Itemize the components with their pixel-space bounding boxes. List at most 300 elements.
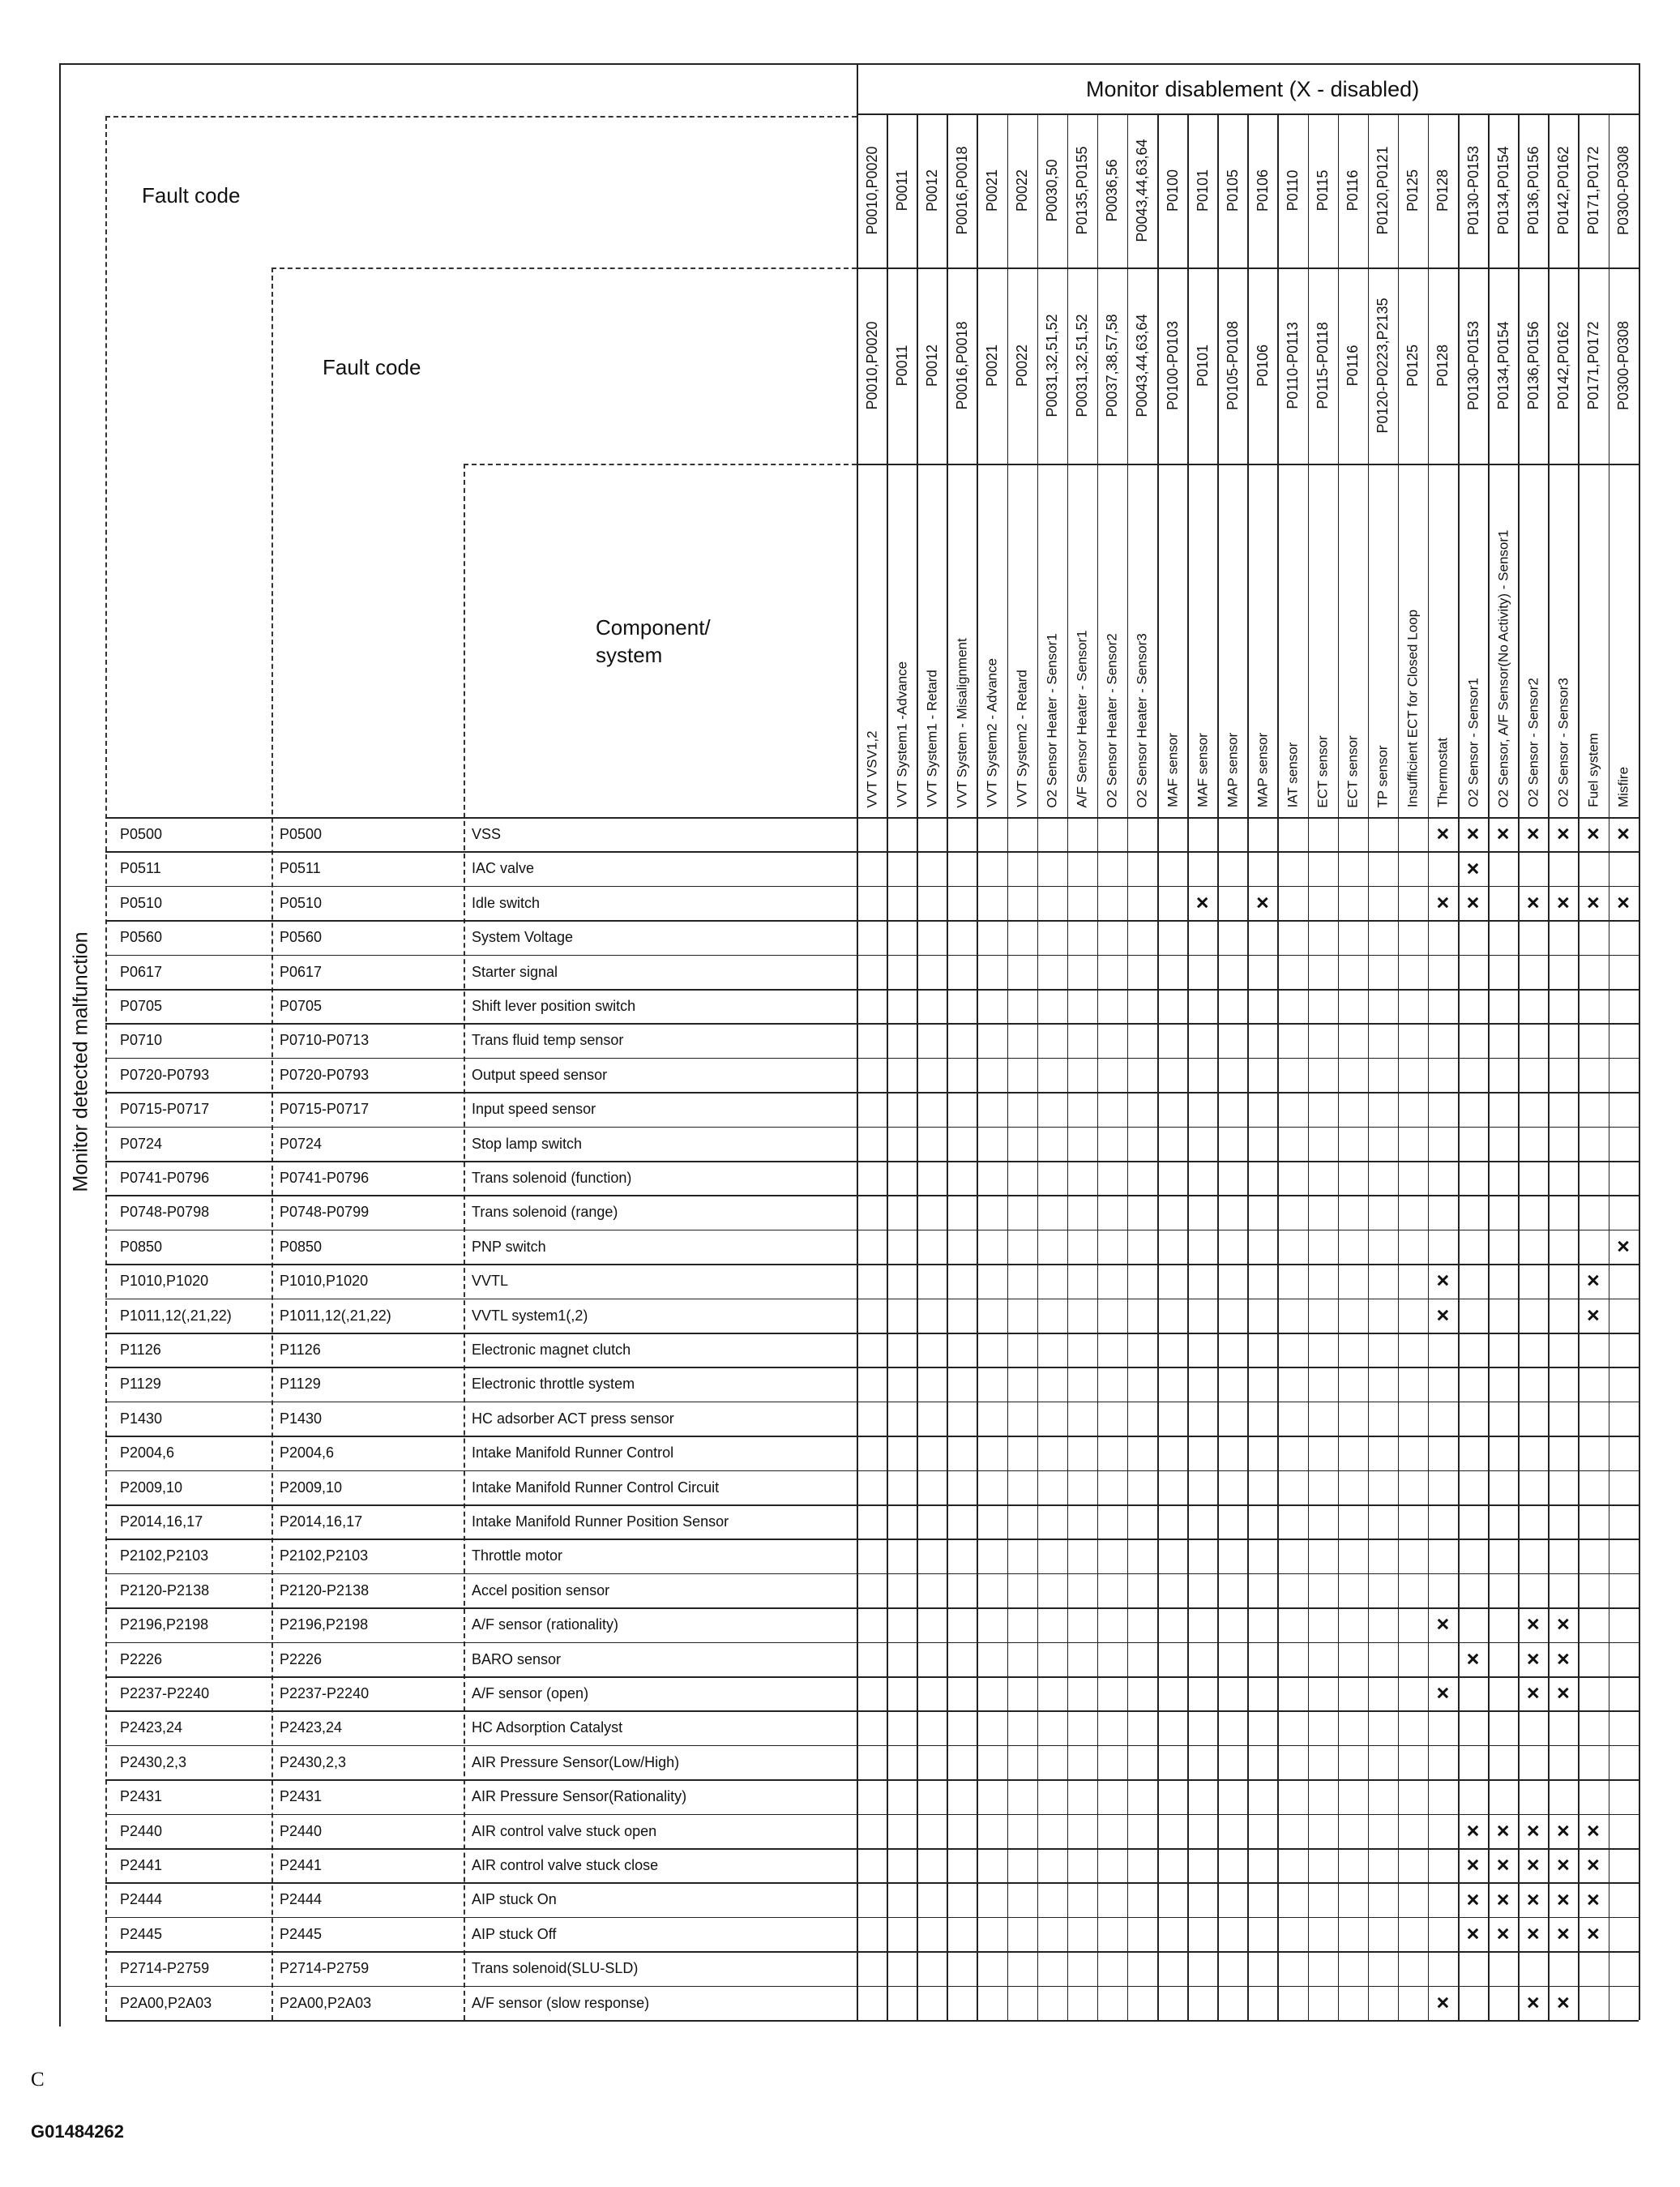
column-component: VVT VSV1,2 [864,730,880,808]
column-divider [1609,113,1610,2020]
row-code-2: P0748-P0799 [280,1204,370,1221]
column-code-1: P0106 [1254,169,1271,212]
row-code-1: P2009,10 [120,1479,183,1496]
row-component: Idle switch [472,894,541,911]
row-code-1: P1430 [120,1410,163,1427]
column-component: Insufficient ECT for Closed Loop [1404,609,1421,808]
row-component: AIP stuck On [472,1891,557,1908]
row-code-1: P0724 [120,1135,163,1152]
row-code-2: P0511 [280,860,321,877]
row-code-2: P0617 [280,963,323,980]
column-code-1: P0130-P0153 [1464,145,1481,236]
column-component: VVT System2 - Retard [1014,670,1030,807]
row-code-1: P0710 [120,1032,163,1049]
column-divider [977,113,978,2020]
frame-line [59,63,1639,65]
row-code-2: P2444 [280,1891,323,1908]
column-code-1: P0135,P0155 [1074,146,1091,235]
row-code-2: P1126 [280,1342,321,1358]
disabled-mark: × [1526,821,1540,846]
row-component: AIR control valve stuck close [472,1857,659,1873]
column-code-2: P0110-P0113 [1284,322,1301,409]
column-component: O2 Sensor Heater - Sensor1 [1044,632,1060,808]
disabled-mark: × [1436,890,1450,915]
column-component: Thermostat [1434,738,1451,807]
row-code-1: P2714-P2759 [120,1960,210,1977]
column-code-1: P0016,P0018 [953,146,970,235]
column-code-1: P0300-P0308 [1615,145,1632,236]
row-divider [105,886,1639,888]
row-code-1: P2014,16,17 [120,1513,203,1530]
row-component: BARO sensor [472,1650,562,1667]
row-divider [105,1642,1639,1644]
disabled-mark: × [1466,1887,1480,1912]
header-line [464,464,857,465]
header-line [271,267,273,2020]
disabled-mark: × [1587,1268,1600,1293]
disabled-mark: × [1617,1234,1630,1259]
row-code-2: P2440 [280,1822,323,1839]
column-divider [1548,113,1550,2020]
column-divider [1398,113,1400,2020]
row-divider [105,1023,1639,1025]
disabled-mark: × [1587,890,1600,915]
row-code-2: P0560 [280,929,323,946]
row-code-1: P1129 [120,1376,161,1393]
row-code-2: P0715-P0717 [280,1101,370,1118]
column-code-1: P0128 [1434,169,1451,212]
row-component: Shift lever position switch [472,998,636,1014]
disabled-mark: × [1617,890,1630,915]
column-code-1: P0142,P0162 [1554,146,1571,235]
column-code-1: P0105 [1224,169,1241,212]
column-component: MAF sensor [1195,733,1211,807]
disabled-mark: × [1466,1646,1480,1671]
disabled-mark: × [1556,1818,1570,1843]
row-component: Trans fluid temp sensor [472,1032,624,1049]
row-code-1: P2430,2,3 [120,1753,187,1770]
row-code-1: P0720-P0793 [120,1066,210,1083]
column-code-2: P0171,P0172 [1584,321,1601,410]
row-component: IAC valve [472,860,535,877]
row-code-1: P0617 [120,963,163,980]
column-code-2: P0010,P0020 [863,321,880,410]
disabled-mark: × [1556,1680,1570,1706]
row-code-1: P2A00,P2A03 [120,1994,212,2011]
column-divider [1338,113,1340,2020]
row-code-2: P0720-P0793 [280,1066,370,1083]
column-divider [1308,113,1310,2020]
row-code-1: P1011,12(,21,22) [120,1307,232,1324]
row-divider [105,1299,1639,1300]
column-code-2: P0101 [1194,344,1211,387]
disabled-mark: × [1587,1852,1600,1877]
header-line [105,116,857,118]
row-divider [105,1848,1639,1850]
disabled-mark: × [1496,1921,1510,1946]
row-component: VVTL system1(,2) [472,1307,588,1324]
row-code-1: P2226 [120,1650,163,1667]
column-divider [917,113,918,2020]
column-component: O2 Sensor Heater - Sensor2 [1104,632,1120,808]
column-divider [1368,113,1370,2020]
row-divider [105,851,1639,853]
row-component: Stop lamp switch [472,1135,583,1152]
row-code-2: P2009,10 [280,1479,343,1496]
disabled-mark: × [1587,1887,1600,1912]
column-code-1: P0120,P0121 [1374,146,1391,235]
column-component: O2 Sensor - Sensor2 [1525,678,1541,807]
component-label: Component/ system [596,615,711,667]
row-component: AIR Pressure Sensor(Rationality) [472,1788,687,1805]
disabled-mark: × [1466,1921,1480,1946]
row-code-2: P1010,P1020 [280,1273,369,1290]
row-divider [105,1607,1639,1609]
row-divider [105,1470,1639,1472]
row-component: Intake Manifold Runner Position Sensor [472,1513,729,1530]
column-code-2: P0031,32,51,52 [1074,314,1091,417]
column-divider [1578,113,1580,2020]
column-component: ECT sensor [1344,734,1361,808]
column-component: MAP sensor [1225,732,1241,808]
row-component: VSS [472,826,502,842]
disabled-mark: × [1556,1611,1570,1637]
disabled-mark: × [1466,1852,1480,1877]
column-component: MAF sensor [1165,733,1181,807]
disabled-mark: × [1466,890,1480,915]
row-code-1: P1010,P1020 [120,1273,209,1290]
column-divider [947,113,948,2020]
row-code-2: P2237-P2240 [280,1685,370,1701]
fault-code-label-2: Fault code [323,355,421,379]
row-code-2: P2431 [280,1788,323,1805]
row-code-2: P2430,2,3 [280,1753,347,1770]
row-code-2: P2714-P2759 [280,1960,370,1977]
column-divider [1277,113,1279,2020]
disabled-mark: × [1526,1990,1540,2015]
row-code-1: P2237-P2240 [120,1685,210,1701]
column-code-2: P0134,P0154 [1494,321,1511,410]
row-divider [105,1333,1639,1334]
column-code-1: P0022 [1014,169,1031,212]
disabled-mark: × [1436,1268,1450,1293]
header-line [464,464,465,2020]
column-divider [1037,113,1039,2020]
row-component: Input speed sensor [472,1101,596,1118]
column-code-1: P0115 [1315,169,1332,212]
column-code-1: P0021 [983,169,1000,212]
row-code-2: P0705 [280,998,323,1014]
row-component: AIR Pressure Sensor(Low/High) [472,1753,680,1770]
disabled-mark: × [1526,1818,1540,1843]
row-divider [105,1436,1639,1437]
frame-line [857,63,858,2020]
row-component: Trans solenoid(SLU-SLD) [472,1960,639,1977]
column-code-1: P0100 [1164,169,1181,212]
column-code-2: P0011 [893,345,910,387]
row-component: Trans solenoid (function) [472,1170,632,1186]
row-code-2: P1430 [280,1410,323,1427]
frame-line [1639,63,1640,2020]
column-component: O2 Sensor - Sensor3 [1555,678,1571,807]
column-code-2: P0043,44,63,64 [1134,314,1151,417]
row-divider [105,1917,1639,1919]
frame-line [59,63,61,2027]
column-code-2: P0016,P0018 [953,321,970,410]
row-code-2: P2102,P2103 [280,1547,369,1564]
column-code-1: P0043,44,63,64 [1134,139,1151,242]
row-divider [105,1745,1639,1747]
column-code-1: P0011 [893,169,910,212]
row-code-1: P2431 [120,1788,163,1805]
disabled-mark: × [1556,1921,1570,1946]
disabled-mark: × [1526,1887,1540,1912]
row-code-1: P0715-P0717 [120,1101,210,1118]
row-code-1: P0850 [120,1238,163,1255]
column-component: IAT sensor [1285,742,1301,807]
column-divider [1187,113,1189,2020]
column-code-2: P0100-P0103 [1164,320,1181,411]
column-code-2: P0300-P0308 [1615,320,1632,411]
row-divider [105,989,1639,991]
disabled-mark: × [1556,821,1570,846]
row-divider [105,1161,1639,1162]
row-code-1: P2444 [120,1891,163,1908]
figure-id: G01484262 [31,2121,124,2142]
disabled-mark: × [1436,1990,1450,2015]
side-label: Monitor detected malfunction [69,931,92,1192]
disabled-mark: × [1526,1921,1540,1946]
column-component: ECT sensor [1315,734,1331,808]
disabled-mark: × [1556,1887,1570,1912]
row-divider [105,1573,1639,1575]
column-divider [1458,113,1460,2020]
disabled-mark: × [1587,821,1600,846]
disabled-mark: × [1436,1303,1450,1328]
disabled-mark: × [1466,821,1480,846]
row-code-2: P2196,P2198 [280,1616,369,1633]
disabled-mark: × [1526,1611,1540,1637]
row-divider [105,920,1639,922]
column-code-1: P0110 [1284,169,1301,212]
column-divider [1488,113,1490,2020]
column-code-2: P0031,32,51,52 [1044,314,1061,417]
row-code-2: P2441 [280,1857,323,1873]
column-code-1: P0010,P0020 [863,146,880,235]
column-divider [1157,113,1159,2020]
disabled-mark: × [1496,821,1510,846]
column-code-2: P0022 [1014,344,1031,387]
column-divider [1097,113,1099,2020]
column-component: VVT System - Misalignment [954,637,970,808]
column-divider [1247,113,1249,2020]
row-code-2: P0710-P0713 [280,1032,370,1049]
column-code-2: P0136,P0156 [1524,321,1541,410]
disabled-mark: × [1556,890,1570,915]
disabled-mark: × [1526,1646,1540,1671]
row-component: VVTL [472,1273,509,1290]
column-component: A/F Sensor Heater - Sensor1 [1074,629,1090,808]
row-code-2: P2445 [280,1925,323,1942]
row-component: Throttle motor [472,1547,563,1564]
row-code-2: P0741-P0796 [280,1170,370,1186]
row-code-1: P2120-P2138 [120,1581,210,1599]
row-divider [105,2020,1639,2022]
row-divider [105,817,1639,819]
row-divider [105,1195,1639,1196]
column-code-1: P0012 [923,169,940,212]
row-code-1: P2102,P2103 [120,1547,209,1564]
row-component: Intake Manifold Runner Control Circuit [472,1479,720,1496]
row-code-1: P1126 [120,1342,161,1358]
row-code-2: P1011,12(,21,22) [280,1307,391,1324]
row-component: AIP stuck Off [472,1925,557,1942]
row-component: Accel position sensor [472,1581,610,1599]
disabled-mark: × [1526,890,1540,915]
row-code-1: P2423,24 [120,1719,183,1736]
disabled-mark: × [1556,1990,1570,2015]
column-code-1: P0030,50 [1044,159,1061,222]
disabled-mark: × [1496,1887,1510,1912]
disabled-mark: × [1587,1303,1600,1328]
row-divider [105,1814,1639,1816]
row-divider [105,1539,1639,1540]
disabled-mark: × [1526,1680,1540,1706]
row-component: Trans solenoid (range) [472,1204,618,1221]
disabled-mark: × [1436,1611,1450,1637]
row-component: A/F sensor (rationality) [472,1616,619,1633]
column-code-2: P0120-P0223,P2135 [1374,297,1391,434]
disabled-mark: × [1526,1852,1540,1877]
row-divider [105,1710,1639,1712]
row-divider [105,1986,1639,1988]
disabled-mark: × [1496,1818,1510,1843]
row-component: PNP switch [472,1238,546,1255]
row-component: HC adsorber ACT press sensor [472,1410,674,1427]
row-divider [105,1367,1639,1368]
row-divider [105,1230,1639,1231]
column-component: Misfire [1615,766,1631,808]
column-component: VVT System1 - Retard [924,670,940,807]
row-divider [105,1882,1639,1884]
disabled-mark: × [1496,1852,1510,1877]
disabled-mark: × [1255,890,1269,915]
column-component: VVT System2 - Advance [984,658,1000,807]
row-component: AIR control valve stuck open [472,1822,657,1839]
row-divider [105,1402,1639,1403]
disabled-mark: × [1466,1818,1480,1843]
column-component: Fuel system [1585,733,1601,807]
row-component: A/F sensor (open) [472,1685,589,1701]
row-divider [105,1779,1639,1781]
row-code-1: P0500 [120,826,163,842]
disabled-mark: × [1617,821,1630,846]
row-code-2: P2423,24 [280,1719,343,1736]
row-code-1: P2445 [120,1925,163,1942]
row-divider [105,1951,1639,1953]
column-code-1: P0116 [1344,169,1362,212]
row-code-1: P0748-P0798 [120,1204,210,1221]
row-divider [105,1058,1639,1059]
row-divider [105,1092,1639,1094]
row-code-2: P0724 [280,1135,323,1152]
column-divider [1007,113,1009,2020]
row-code-1: P0510 [120,894,163,911]
row-component: System Voltage [472,929,574,946]
disabled-mark: × [1556,1646,1570,1671]
column-divider [887,113,888,2020]
row-component: A/F sensor (slow response) [472,1994,650,2011]
disabled-mark: × [1466,856,1480,881]
column-component: MAP sensor [1255,732,1271,808]
row-code-1: P0741-P0796 [120,1170,210,1186]
row-code-1: P2441 [120,1857,163,1873]
column-code-2: P0115-P0118 [1315,322,1332,409]
disabled-mark: × [1556,1852,1570,1877]
row-code-2: P2A00,P2A03 [280,1994,372,2011]
row-component: Electronic throttle system [472,1376,635,1393]
row-divider [105,1127,1639,1128]
row-divider [105,1264,1639,1265]
column-code-2: P0105-P0108 [1224,320,1241,411]
column-divider [1428,113,1430,2020]
column-code-2: P0142,P0162 [1554,321,1571,410]
column-code-1: P0134,P0154 [1494,146,1511,235]
column-divider [1067,113,1069,2020]
disabled-mark: × [1587,1921,1600,1946]
row-component: Starter signal [472,963,558,980]
column-component: TP sensor [1374,744,1391,808]
column-component: O2 Sensor Heater - Sensor3 [1134,632,1150,808]
column-code-2: P0116 [1344,345,1362,387]
row-code-1: P2440 [120,1822,163,1839]
column-component: O2 Sensor - Sensor1 [1465,678,1481,807]
row-code-1: P2196,P2198 [120,1616,209,1633]
footer-letter: C [31,2069,45,2091]
column-component: O2 Sensor, A/F Sensor(No Activity) - Sensor1 [1495,529,1511,807]
column-code-2: P0021 [983,344,1000,387]
row-component: Electronic magnet clutch [472,1342,631,1358]
column-code-2: P0130-P0153 [1464,320,1481,411]
header-line [105,116,107,2020]
table-banner: Monitor disablement (X - disabled) [1086,77,1420,101]
disabled-mark: × [1436,821,1450,846]
row-code-2: P2120-P2138 [280,1581,370,1599]
row-code-1: P2004,6 [120,1444,175,1462]
disabled-mark: × [1587,1818,1600,1843]
column-code-1: P0171,P0172 [1584,146,1601,235]
fault-code-label-1: Fault code [142,183,241,208]
row-code-2: P2226 [280,1650,323,1667]
disabled-mark: × [1195,890,1209,915]
column-code-1: P0101 [1194,169,1211,212]
column-code-1: P0125 [1404,169,1421,212]
row-code-2: P2004,6 [280,1444,335,1462]
column-divider [1217,113,1219,2020]
column-code-2: P0128 [1434,344,1451,387]
row-divider [105,1504,1639,1506]
header-line [271,267,857,269]
row-code-2: P2014,16,17 [280,1513,363,1530]
row-code-2: P0510 [280,894,323,911]
column-code-2: P0037,38,57,58 [1104,314,1121,417]
row-divider [105,1676,1639,1678]
column-code-1: P0036,56 [1104,159,1121,222]
row-code-1: P0511 [120,860,161,877]
column-code-1: P0136,P0156 [1524,146,1541,235]
column-code-2: P0125 [1404,344,1421,387]
row-component: Intake Manifold Runner Control [472,1444,674,1462]
